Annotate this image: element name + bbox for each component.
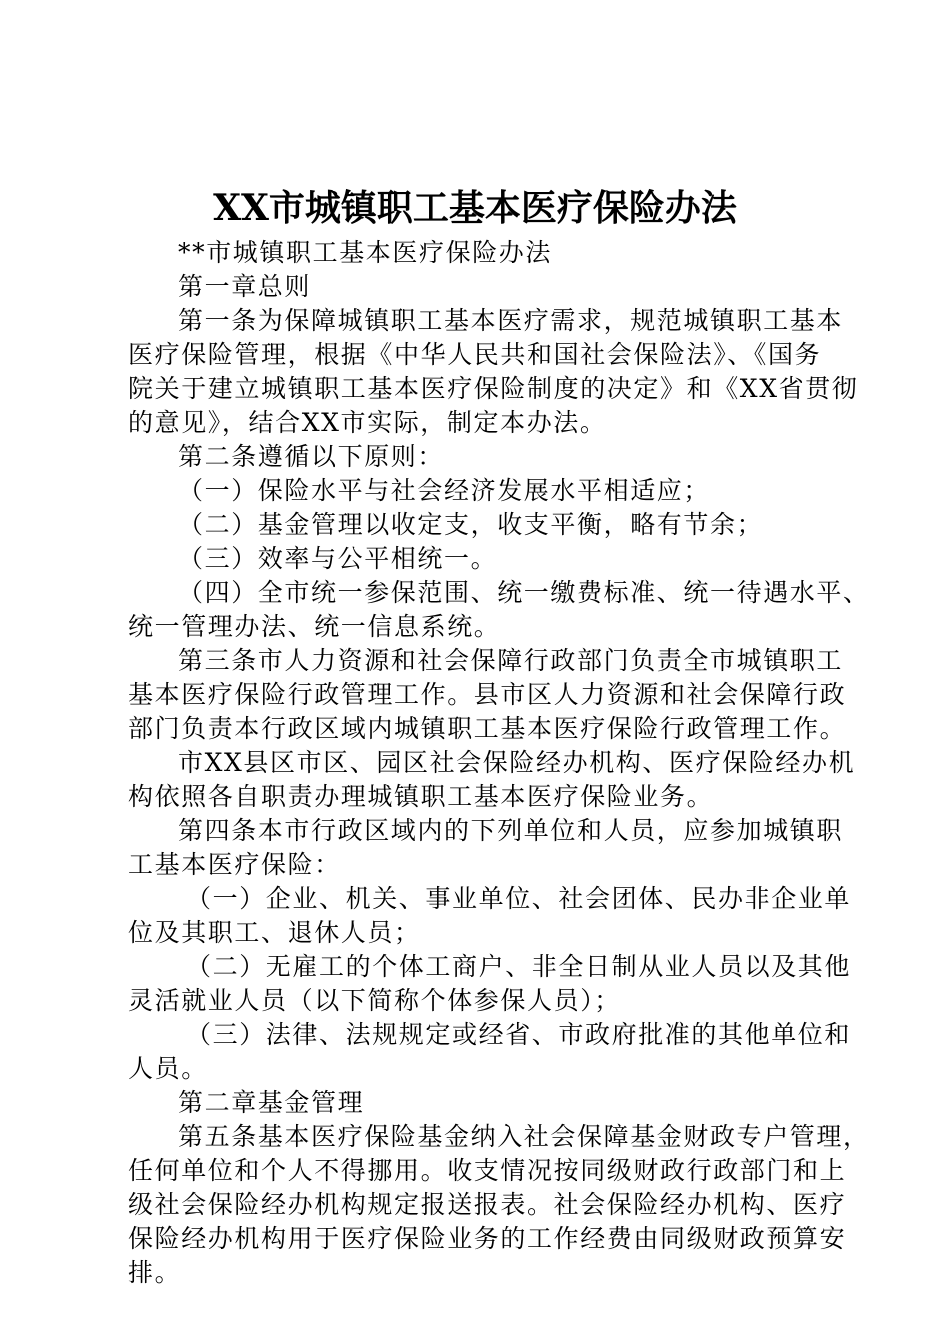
text-line: 统一管理办法、统一信息系统。 xyxy=(128,612,501,641)
text-line: 级社会保险经办机构规定报送报表。社会保险经办机构、医疗 xyxy=(128,1190,847,1219)
list-item: （三）法律、法规规定或经省、市政府批准的其他单位和 xyxy=(186,1020,852,1049)
text-line: 基本医疗保险行政管理工作。县市区人力资源和社会保障行政 xyxy=(128,680,847,709)
text-line: 灵活就业人员（以下简称个体参保人员）； xyxy=(128,986,621,1015)
text-line: 院关于建立城镇职工基本医疗保险制度的决定》和《XX省贯彻 xyxy=(128,374,859,403)
text-line: 构依照各自职责办理城镇职工基本医疗保险业务。 xyxy=(128,782,714,811)
text-line: 位及其职工、退休人员； xyxy=(128,918,421,947)
text-line: 保险经办机构用于医疗保险业务的工作经费由同级财政预算安 xyxy=(128,1224,847,1253)
text-line: 医疗保险管理，根据《中华人民共和国社会保险法》、《国务 xyxy=(128,340,822,369)
list-item: （四）全市统一参保范围、统一缴费标准、统一待遇水平、 xyxy=(178,578,870,607)
document-title: XX市城镇职工基本医疗保险办法 xyxy=(213,187,737,229)
list-item: （一）保险水平与社会经济发展水平相适应； xyxy=(178,476,711,505)
text-line: 第三条市人力资源和社会保障行政部门负责全市城镇职工 xyxy=(178,646,844,675)
text-line: 排。 xyxy=(128,1258,182,1287)
text-line: 市XX县区市区、园区社会保险经办机构、医疗保险经办机 xyxy=(178,748,856,777)
text-line: **市城镇职工基本医疗保险办法 xyxy=(178,238,553,267)
chapter-heading: 第一章总则 xyxy=(178,272,312,301)
text-line: 的意见》，结合XX市实际，制定本办法。 xyxy=(128,408,607,437)
text-line: 人员。 xyxy=(128,1054,208,1083)
list-item: （二）无雇工的个体工商户、非全日制从业人员以及其他 xyxy=(186,952,852,981)
document-body xyxy=(128,236,870,1290)
list-item: （二）基金管理以收定支，收支平衡，略有节余； xyxy=(178,510,764,539)
chapter-heading: 第二章基金管理 xyxy=(178,1088,365,1117)
list-item: （三）效率与公平相统一。 xyxy=(178,544,498,573)
text-line: 第四条本市行政区域内的下列单位和人员，应参加城镇职 xyxy=(178,816,844,845)
text-line: 第一条为保障城镇职工基本医疗需求，规范城镇职工基本 xyxy=(178,306,844,335)
text-line: 第五条基本医疗保险基金纳入社会保障基金财政专户管理， xyxy=(178,1122,870,1151)
text-line: 任何单位和个人不得挪用。收支情况按同级财政行政部门和上 xyxy=(128,1156,847,1185)
list-item: （一）企业、机关、事业单位、社会团体、民办非企业单 xyxy=(186,884,852,913)
text-line: 部门负责本行政区域内城镇职工基本医疗保险行政管理工作。 xyxy=(128,714,847,743)
text-line: 第二条遵循以下原则： xyxy=(178,442,445,471)
text-line: 工基本医疗保险： xyxy=(128,850,341,879)
